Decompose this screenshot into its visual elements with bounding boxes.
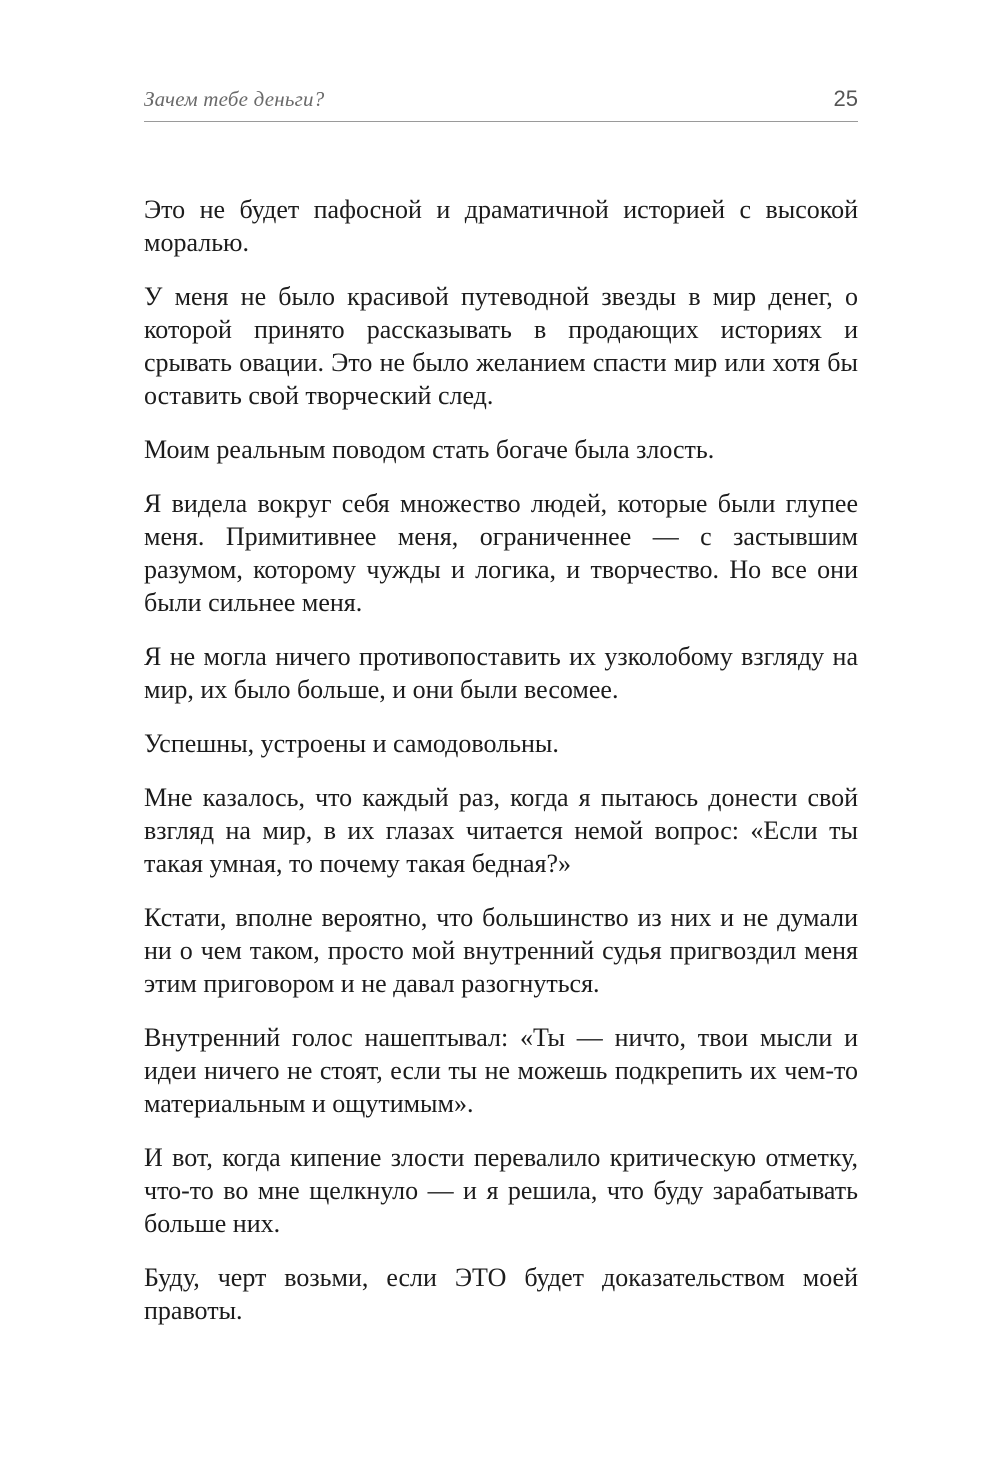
paragraph: У меня не было красивой путеводной звезды в мир денег, о которой принято рассказывать в продающих историях и срывать овации. Это не было желанием спасти мир или хотя бы оставить свой творческий след. — [144, 282, 858, 410]
paragraph: Внутренний голос нашептывал: «Ты — ничто, твои мысли и идеи ничего не стоят, если ты не можешь подкрепить их чем-то материальным и ощутимым». — [144, 1023, 858, 1118]
page-number: 25 — [833, 86, 858, 111]
book-page — [144, 0, 858, 1469]
paragraph: Я видела вокруг себя множество людей, которые были глупее меня. Примитивнее меня, ограниченнее — с застывшим разумом, которому чужды и логика, и творчество. Но все они были сильнее меня. — [144, 489, 858, 617]
paragraph: Кстати, вполне вероятно, что большинство из них и не думали ни о чем таком, просто мой внутренний судья пригвоздил меня этим приговором и не давал разогнуться. — [144, 903, 858, 998]
paragraph: Мне казалось, что каждый раз, когда я пытаюсь донести свой взгляд на мир, в их глазах читается немой вопрос: «Если ты такая умная, то почему такая бедная?» — [144, 783, 858, 878]
paragraph: Я не могла ничего противопоставить их узколобому взгляду на мир, их было больше, и они были весомее. — [144, 642, 858, 704]
paragraph: Буду, черт возьми, если ЭТО будет доказательством моей правоты. — [144, 1263, 858, 1325]
paragraph: И вот, когда кипение злости перевалило критическую отметку, что-то во мне щелкнуло — и я решила, что буду зарабатывать больше них. — [144, 1143, 858, 1238]
header-divider — [144, 121, 858, 122]
running-title: Зачем тебе деньги? — [144, 87, 325, 111]
running-header — [144, 80, 858, 114]
paragraph: Это не будет пафосной и драматичной историей с высокой моралью. — [144, 195, 858, 257]
paragraph: Моим реальным поводом стать богаче была злость. — [144, 435, 715, 464]
paragraph: Успешны, устроены и самодовольны. — [144, 729, 559, 758]
body-text — [144, 193, 858, 1348]
